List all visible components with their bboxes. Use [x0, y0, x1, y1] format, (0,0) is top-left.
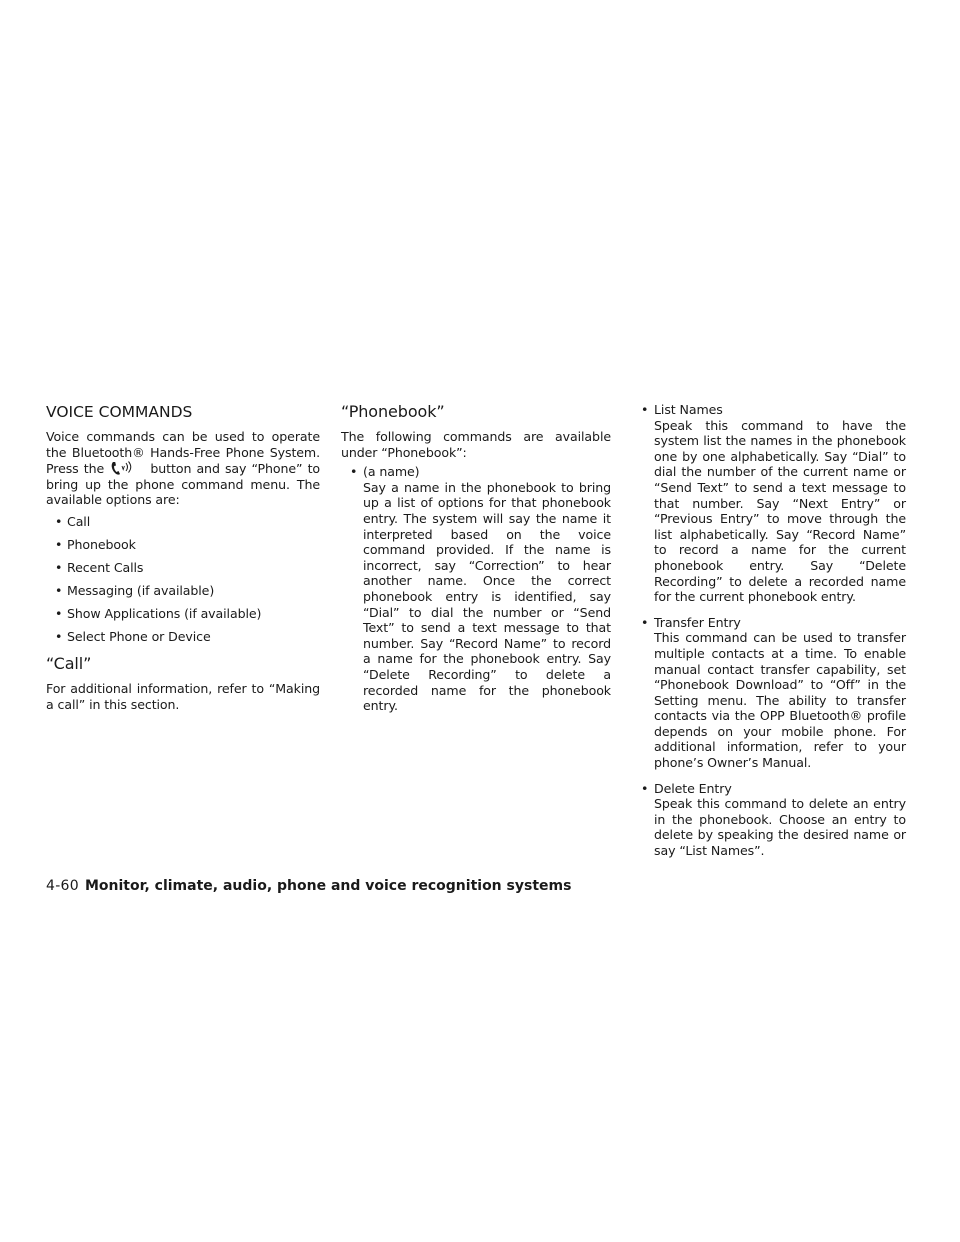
command-title: Transfer Entry: [654, 614, 741, 630]
voice-commands-intro: [46, 429, 320, 508]
command-entry: [640, 402, 906, 605]
list-item: • Messaging (if available): [46, 583, 320, 599]
command-description: Say a name in the phonebook to bring up a list of options for that phonebook entry. The system will say the name it interpreted based on the voice command provided. If the name is incorrect, say “Correction” to hear another name. Once the correct phonebook entry is identified, say “Dial” to dial the number or “Send Text” to send a text message to that number. Say “Record Name” to record a name for the phonebook entry. Say “Delete Recording” to delete a recorded name for the phonebook entry.: [363, 479, 611, 714]
phone-voice-icon: [110, 460, 140, 476]
command-entry: [640, 615, 906, 771]
command-title: Delete Entry: [654, 780, 732, 796]
phonebook-commands: [349, 464, 611, 714]
command-title: List Names: [654, 402, 723, 417]
list-item: • Show Applications (if available): [46, 606, 320, 622]
page-number: 4-60: [46, 878, 79, 894]
list-item: • Phonebook: [46, 537, 320, 553]
phonebook-intro: The following commands are available under “Phonebook”:: [341, 429, 611, 460]
available-options-list: [46, 514, 320, 645]
intro-before-icon: Voice commands can be used to operate the Bluetooth® Hands-Free Phone System. Press the: [46, 429, 320, 477]
intro-after-icon: button and say “Phone” to bring up the phone command menu. The available options are:: [46, 461, 321, 508]
list-item: • Call: [46, 514, 320, 530]
command-description: Speak this command to have the system list the names in the phonebook one by one alphabetically. Say “Dial” to dial the number of the current name or “Send Text” to send a text message to that number. Say “Next Entry” or “Previous Entry” to move through the list alphabetically. Say “Record Name” to record a name for the current phonebook entry. Say “Delete Recording” to delete a recorded name for the current phonebook entry.: [654, 417, 906, 605]
command-entry: [640, 781, 906, 859]
page-footer: [46, 877, 571, 895]
column-left: [46, 402, 320, 713]
command-entry: [349, 464, 611, 714]
list-item: • Recent Calls: [46, 560, 320, 576]
list-item: • Select Phone or Device: [46, 629, 320, 645]
chapter-title: Monitor, climate, audio, phone and voice recognition systems: [84, 878, 572, 894]
column-right: [640, 402, 906, 869]
command-title: (a name): [363, 464, 420, 480]
call-reference-text: For additional information, refer to “Making a call” in this section.: [46, 681, 320, 713]
column-middle: [341, 402, 611, 724]
subheading-phonebook: “Phonebook”: [341, 402, 445, 421]
section-heading-voice-commands: VOICE COMMANDS: [46, 403, 193, 421]
command-description: Speak this command to delete an entry in the phonebook. Choose an entry to delete by speaking the desired name or say “List Names”.: [654, 796, 906, 859]
command-description: This command can be used to transfer multiple contacts at a time. To enable manual contact transfer capability, set “Phonebook Download” to “Off” in the Setting menu. The ability to transfer contacts via the OPP Bluetooth® profile depends on your mobile phone. For additional information, refer to your phone’s Owner’s Manual.: [654, 630, 906, 771]
subheading-call: “Call”: [46, 654, 92, 674]
